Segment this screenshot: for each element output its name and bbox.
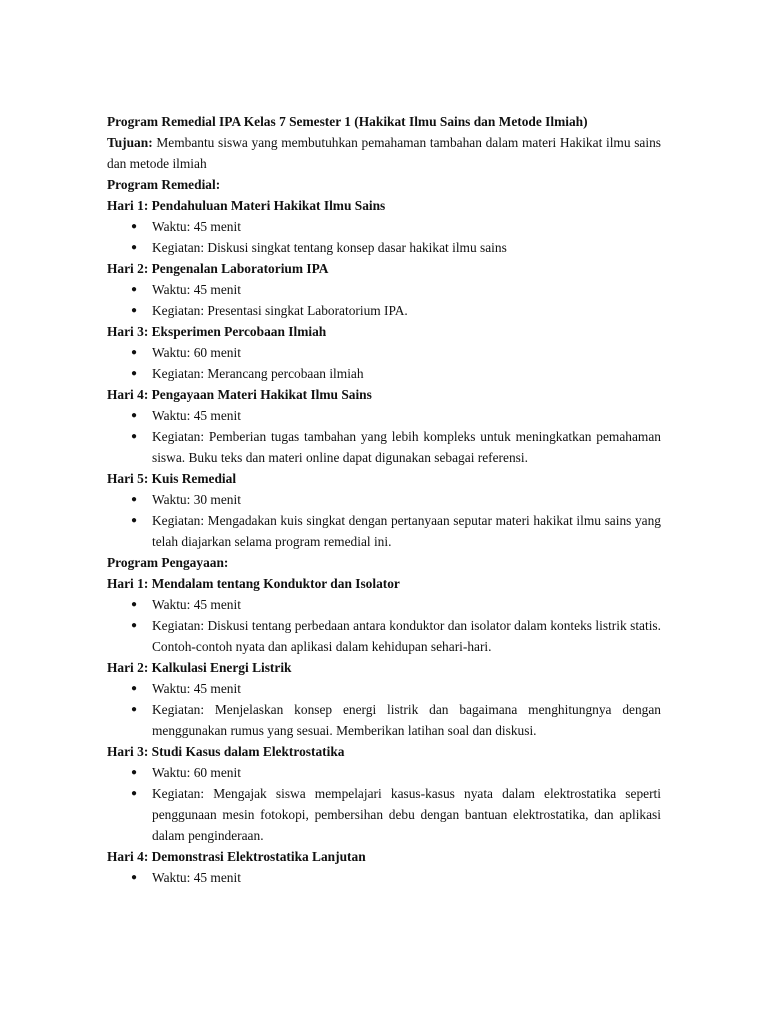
day-item-list xyxy=(107,216,661,258)
bullet-icon: ● xyxy=(131,704,138,715)
day-item-list xyxy=(107,867,661,888)
list-item xyxy=(107,783,661,846)
day-heading: Hari 4: Pengayaan Materi Hakikat Ilmu Sains xyxy=(107,387,372,402)
bullet-icon: ● xyxy=(131,221,138,232)
day-item-list xyxy=(107,405,661,468)
program-sections xyxy=(107,174,661,888)
list-item-text: Kegiatan: Pemberian tugas tambahan yang lebih kompleks untuk meningkatkan pemahaman siswa. Buku teks dan materi online dapat digunakan sebagai referensi. xyxy=(152,429,661,465)
list-item xyxy=(107,699,661,741)
list-item-text: Waktu: 45 menit xyxy=(152,870,241,885)
bullet-icon: ● xyxy=(131,872,138,883)
bullet-icon: ● xyxy=(131,599,138,610)
list-item-text: Kegiatan: Mengadakan kuis singkat dengan pertanyaan seputar materi hakikat ilmu sains yang telah diajarkan selama program remedial ini. xyxy=(152,513,661,549)
list-item-text: Waktu: 30 menit xyxy=(152,492,241,507)
day-heading: Hari 5: Kuis Remedial xyxy=(107,471,237,486)
day-item-list xyxy=(107,594,661,657)
list-item-text: Waktu: 45 menit xyxy=(152,282,241,297)
list-item xyxy=(107,363,661,384)
list-item xyxy=(107,279,661,300)
goal-label: Tujuan: xyxy=(107,135,153,150)
bullet-icon: ● xyxy=(131,347,138,358)
list-item xyxy=(107,300,661,321)
bullet-icon: ● xyxy=(131,410,138,421)
day-heading: Hari 2: Kalkulasi Energi Listrik xyxy=(107,660,292,675)
list-item xyxy=(107,615,661,657)
day-heading: Hari 2: Pengenalan Laboratorium IPA xyxy=(107,261,329,276)
section-title: Program Remedial: xyxy=(107,177,221,192)
bullet-icon: ● xyxy=(131,788,138,799)
list-item xyxy=(107,216,661,237)
list-item xyxy=(107,426,661,468)
list-item-text: Waktu: 60 menit xyxy=(152,765,241,780)
section-title: Program Pengayaan: xyxy=(107,555,229,570)
list-item-text: Waktu: 60 menit xyxy=(152,345,241,360)
day-heading: Hari 1: Mendalam tentang Konduktor dan Isolator xyxy=(107,576,400,591)
bullet-icon: ● xyxy=(131,515,138,526)
list-item-text: Kegiatan: Presentasi singkat Laboratorium IPA. xyxy=(152,303,408,318)
list-item xyxy=(107,678,661,699)
list-item-text: Kegiatan: Menjelaskan konsep energi listrik dan bagaimana menghitungnya dengan menggunakan rumus yang sesuai. Memberikan latihan soal dan diskusi. xyxy=(152,702,661,738)
day-heading: Hari 1: Pendahuluan Materi Hakikat Ilmu Sains xyxy=(107,198,386,213)
bullet-icon: ● xyxy=(131,494,138,505)
list-item xyxy=(107,342,661,363)
list-item xyxy=(107,237,661,258)
day-item-list xyxy=(107,762,661,846)
bullet-icon: ● xyxy=(131,767,138,778)
list-item-text: Waktu: 45 menit xyxy=(152,408,241,423)
goal-text: Membantu siswa yang membutuhkan pemahaman tambahan dalam materi Hakikat ilmu sains dan metode ilmiah xyxy=(107,135,661,171)
list-item-text: Kegiatan: Diskusi tentang perbedaan antara konduktor dan isolator dalam konteks listrik statis. Contoh-contoh nyata dan aplikasi dalam kehidupan sehari-hari. xyxy=(152,618,661,654)
bullet-icon: ● xyxy=(131,284,138,295)
list-item xyxy=(107,510,661,552)
list-item-text: Waktu: 45 menit xyxy=(152,219,241,234)
day-item-list xyxy=(107,678,661,741)
list-item-text: Kegiatan: Merancang percobaan ilmiah xyxy=(152,366,364,381)
bullet-icon: ● xyxy=(131,431,138,442)
day-item-list xyxy=(107,342,661,384)
list-item xyxy=(107,762,661,783)
day-heading: Hari 4: Demonstrasi Elektrostatika Lanjutan xyxy=(107,849,366,864)
list-item xyxy=(107,594,661,615)
day-item-list xyxy=(107,279,661,321)
bullet-icon: ● xyxy=(131,242,138,253)
day-item-list xyxy=(107,489,661,552)
list-item xyxy=(107,489,661,510)
document-title: Program Remedial IPA Kelas 7 Semester 1 (Hakikat Ilmu Sains dan Metode Ilmiah) xyxy=(107,114,588,129)
day-heading: Hari 3: Eksperimen Percobaan Ilmiah xyxy=(107,324,327,339)
list-item-text: Waktu: 45 menit xyxy=(152,597,241,612)
list-item-text: Kegiatan: Mengajak siswa mempelajari kasus-kasus nyata dalam elektrostatika seperti penggunaan mesin fotokopi, pembersihan debu dengan bantuan elektrostatika, dan aplikasi dalam penginderaan. xyxy=(152,786,661,843)
list-item xyxy=(107,405,661,426)
bullet-icon: ● xyxy=(131,368,138,379)
list-item-text: Kegiatan: Diskusi singkat tentang konsep dasar hakikat ilmu sains xyxy=(152,240,507,255)
bullet-icon: ● xyxy=(131,305,138,316)
bullet-icon: ● xyxy=(131,683,138,694)
day-heading: Hari 3: Studi Kasus dalam Elektrostatika xyxy=(107,744,345,759)
list-item-text: Waktu: 45 menit xyxy=(152,681,241,696)
goal-paragraph xyxy=(107,132,661,174)
list-item xyxy=(107,867,661,888)
bullet-icon: ● xyxy=(131,620,138,631)
